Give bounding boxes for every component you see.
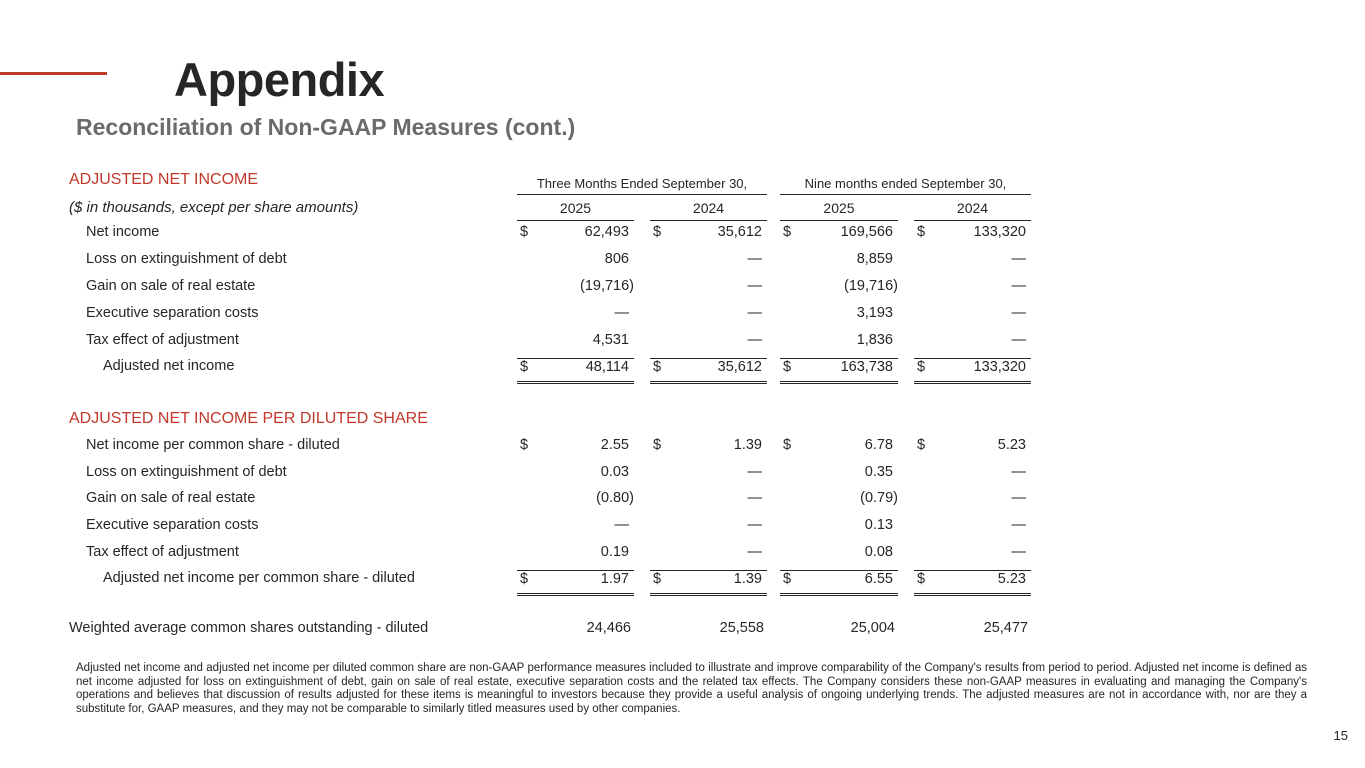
- page-title: Appendix: [174, 53, 385, 106]
- table-cell: [650, 517, 767, 539]
- table-cell: [650, 544, 767, 566]
- table-cell: [517, 224, 634, 246]
- cell-value: —: [1011, 544, 1026, 560]
- cell-value: —: [1011, 517, 1026, 533]
- table-cell: [517, 544, 634, 566]
- table-row: [0, 278, 1060, 300]
- table-cell: [517, 570, 634, 596]
- table-cell: [914, 464, 1031, 486]
- cell-value: 0.13: [864, 517, 893, 533]
- currency-symbol: $: [520, 224, 529, 240]
- table-cell: [780, 305, 898, 327]
- row-label: Executive separation costs: [86, 517, 259, 533]
- cell-value: 25,477: [983, 620, 1028, 636]
- year-header-3m-2024: 2024: [650, 200, 767, 221]
- header-three-months: Three Months Ended September 30,: [517, 176, 767, 195]
- table-cell: [914, 490, 1031, 512]
- cell-value: 133,320: [973, 359, 1026, 375]
- table-row: [0, 544, 1060, 566]
- currency-symbol: $: [917, 437, 926, 453]
- cell-value: 3,193: [856, 305, 893, 321]
- table-cell: [650, 332, 767, 354]
- year-header-9m-2024: 2024: [914, 200, 1031, 221]
- units-note: ($ in thousands, except per share amounts): [69, 199, 359, 216]
- table-cell: [650, 570, 767, 596]
- currency-symbol: $: [917, 359, 926, 375]
- cell-value: 4,531: [592, 332, 629, 348]
- accent-rule: [0, 72, 107, 75]
- row-label: Net income: [86, 224, 160, 240]
- cell-value: (0.80): [596, 490, 634, 506]
- table-cell: [517, 305, 634, 327]
- table-cell: [780, 251, 898, 273]
- table-row: [0, 570, 1060, 592]
- currency-symbol: $: [653, 359, 662, 375]
- table-cell: [780, 544, 898, 566]
- cell-value: 25,004: [850, 620, 895, 636]
- table-cell: [517, 490, 634, 512]
- row-label: Executive separation costs: [86, 305, 259, 321]
- table-row: [0, 305, 1060, 327]
- cell-value: 25,558: [719, 620, 764, 636]
- cell-value: 5.23: [997, 437, 1026, 453]
- table-cell: [650, 278, 767, 300]
- table-cell: [914, 544, 1031, 566]
- table-cell: [517, 332, 634, 354]
- table-row: [0, 620, 1060, 642]
- cell-value: 1.39: [733, 571, 762, 587]
- cell-value: —: [1011, 332, 1026, 348]
- table-cell: [914, 437, 1031, 459]
- cell-value: 8,859: [856, 251, 893, 267]
- cell-value: 0.08: [864, 544, 893, 560]
- table-cell: [517, 620, 634, 642]
- table-cell: [650, 620, 767, 642]
- row-label: Gain on sale of real estate: [86, 490, 256, 506]
- cell-value: (19,716): [843, 278, 898, 294]
- cell-value: —: [747, 544, 762, 560]
- cell-value: 6.55: [864, 571, 893, 587]
- cell-value: 0.03: [600, 464, 629, 480]
- table-cell: [650, 464, 767, 486]
- cell-value: —: [747, 490, 762, 506]
- cell-value: 806: [604, 251, 629, 267]
- table-cell: [780, 464, 898, 486]
- cell-value: 0.35: [864, 464, 893, 480]
- table-cell: [650, 358, 767, 384]
- row-label: Loss on extinguishment of debt: [86, 464, 287, 480]
- table-cell: [914, 332, 1031, 354]
- currency-symbol: $: [520, 359, 529, 375]
- table-cell: [914, 620, 1031, 642]
- cell-value: 35,612: [717, 224, 762, 240]
- table-cell: [650, 305, 767, 327]
- row-label: Net income per common share - diluted: [86, 437, 340, 453]
- table-cell: [780, 570, 898, 596]
- table-cell: [914, 305, 1031, 327]
- table-cell: [650, 490, 767, 512]
- table-cell: [517, 278, 634, 300]
- currency-symbol: $: [520, 571, 529, 587]
- footnote: Adjusted net income and adjusted net income per diluted common share are non-GAAP performance measures included to illustrate and improve comparability of the Company's results from period to period. Adjusted net income is defined as net income adjusted for loss on extinguishment of debt, gain on sale of real estate, executive separation costs and the related tax effects. The Company considers these non-GAAP measures in evaluating and managing the Company's operations and believes that discussion of results adjusted for these items is meaningful to investors because they provide a useful analysis of ongoing underlying trends. The adjusted measures are not in accordance with, nor are they a substitute for, GAAP measures, and they may not be comparable to similarly titled measures used by other companies.: [76, 662, 1307, 715]
- table-cell: [780, 490, 898, 512]
- currency-symbol: $: [783, 224, 792, 240]
- table-cell: [517, 437, 634, 459]
- cell-value: (19,716): [579, 278, 634, 294]
- currency-symbol: $: [783, 437, 792, 453]
- cell-value: 35,612: [717, 359, 762, 375]
- table-cell: [914, 224, 1031, 246]
- table-row: [0, 490, 1060, 512]
- cell-value: —: [1011, 305, 1026, 321]
- cell-value: —: [1011, 278, 1026, 294]
- cell-value: —: [1011, 251, 1026, 267]
- cell-value: 5.23: [997, 571, 1026, 587]
- row-label: Loss on extinguishment of debt: [86, 251, 287, 267]
- cell-value: —: [747, 332, 762, 348]
- cell-value: 133,320: [973, 224, 1026, 240]
- table-cell: [780, 332, 898, 354]
- cell-value: (0.79): [860, 490, 898, 506]
- currency-symbol: $: [520, 437, 529, 453]
- table-row: [0, 437, 1060, 459]
- header-nine-months: Nine months ended September 30,: [780, 176, 1031, 195]
- cell-value: 24,466: [586, 620, 631, 636]
- row-label: Gain on sale of real estate: [86, 278, 256, 294]
- currency-symbol: $: [653, 571, 662, 587]
- table-cell: [517, 464, 634, 486]
- table-cell: [780, 278, 898, 300]
- row-label: Tax effect of adjustment: [86, 544, 239, 560]
- currency-symbol: $: [917, 224, 926, 240]
- table-cell: [780, 517, 898, 539]
- currency-symbol: $: [917, 571, 926, 587]
- cell-value: —: [1011, 464, 1026, 480]
- cell-value: —: [747, 305, 762, 321]
- table-row: [0, 251, 1060, 273]
- cell-value: —: [614, 517, 629, 533]
- cell-value: —: [1011, 490, 1026, 506]
- table-cell: [914, 251, 1031, 273]
- cell-value: 169,566: [840, 224, 893, 240]
- section-title-adjusted-net-income: ADJUSTED NET INCOME: [69, 171, 259, 188]
- section-title-per-diluted-share: ADJUSTED NET INCOME PER DILUTED SHARE: [69, 410, 428, 427]
- table-cell: [780, 437, 898, 459]
- year-header-3m-2025: 2025: [517, 200, 634, 221]
- table-row: [0, 332, 1060, 354]
- cell-value: 163,738: [840, 359, 893, 375]
- table-cell: [517, 517, 634, 539]
- table-cell: [650, 224, 767, 246]
- table-row: [0, 358, 1060, 380]
- currency-symbol: $: [653, 437, 662, 453]
- table-row: [0, 464, 1060, 486]
- currency-symbol: $: [783, 359, 792, 375]
- table-cell: [914, 517, 1031, 539]
- cell-value: —: [747, 251, 762, 267]
- table-cell: [517, 358, 634, 384]
- table-row: [0, 517, 1060, 539]
- table-cell: [650, 437, 767, 459]
- cell-value: 48,114: [585, 359, 629, 375]
- currency-symbol: $: [783, 571, 792, 587]
- cell-value: 1,836: [856, 332, 893, 348]
- row-label: Adjusted net income per common share - diluted: [103, 570, 415, 586]
- table-cell: [914, 570, 1031, 596]
- row-label: Weighted average common shares outstanding - diluted: [69, 620, 429, 636]
- table-cell: [780, 358, 898, 384]
- year-header-9m-2025: 2025: [780, 200, 898, 221]
- table-cell: [914, 358, 1031, 384]
- cell-value: 2.55: [600, 437, 629, 453]
- cell-value: 1.97: [600, 571, 629, 587]
- cell-value: —: [614, 305, 629, 321]
- table-cell: [650, 251, 767, 273]
- table-cell: [914, 278, 1031, 300]
- cell-value: 1.39: [733, 437, 762, 453]
- page-subtitle: Reconciliation of Non-GAAP Measures (cont.): [76, 114, 576, 140]
- table-row: [0, 224, 1060, 246]
- cell-value: 6.78: [864, 437, 893, 453]
- cell-value: —: [747, 464, 762, 480]
- cell-value: —: [747, 517, 762, 533]
- cell-value: —: [747, 278, 762, 294]
- table-cell: [780, 620, 898, 642]
- row-label: Adjusted net income: [103, 358, 235, 374]
- table-cell: [780, 224, 898, 246]
- cell-value: 0.19: [600, 544, 629, 560]
- cell-value: 62,493: [584, 224, 629, 240]
- currency-symbol: $: [653, 224, 662, 240]
- row-label: Tax effect of adjustment: [86, 332, 239, 348]
- page-number: 15: [1333, 728, 1348, 743]
- table-cell: [517, 251, 634, 273]
